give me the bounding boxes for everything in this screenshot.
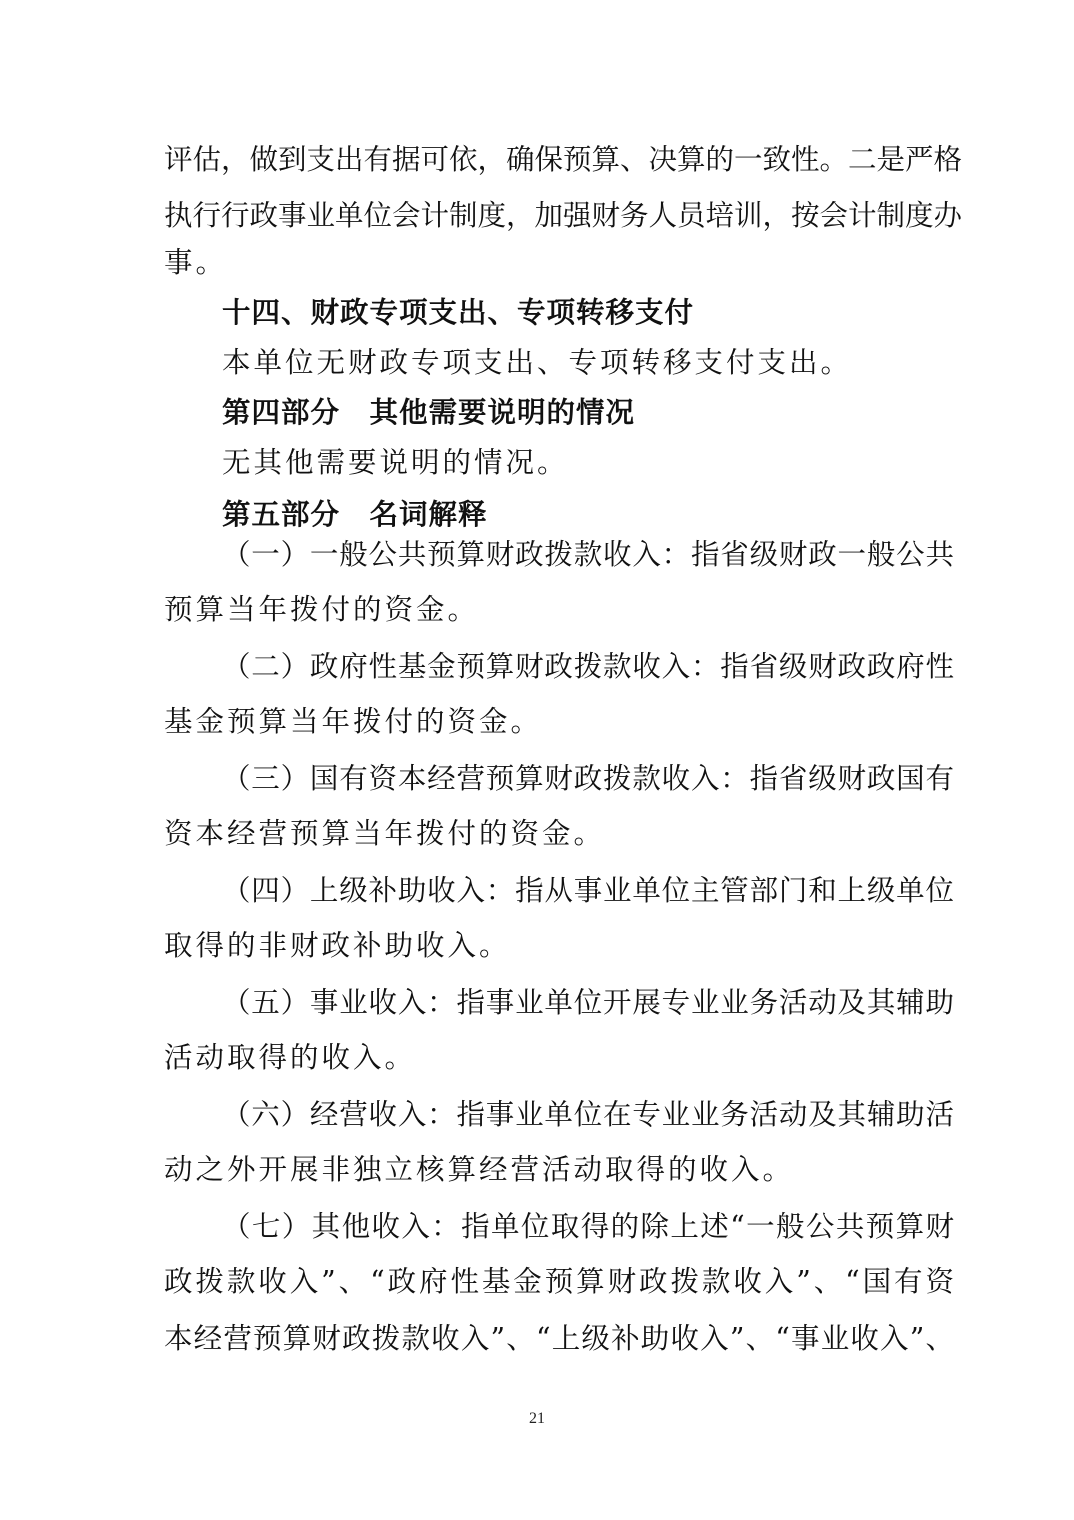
definition-line: 基金预算当年拨付的资金。 [164, 705, 543, 738]
paragraph-line: 评估，做到支出有据可依，确保预算、决算的一致性。二是严格 [164, 143, 963, 176]
paragraph-line: 执行行政事业单位会计制度，加强财务人员培训，按会计制度办 [164, 199, 963, 232]
definition-line: （二）政府性基金预算财政拨款收入：指省级财政政府性 [222, 650, 954, 683]
definition-line: 动之外开展非独立核算经营活动取得的收入。 [164, 1153, 795, 1186]
definition-line: （一）一般公共预算财政拨款收入：指省级财政一般公共 [222, 538, 954, 571]
section-heading-14: 十四、财政专项支出、专项转移支付 [222, 296, 695, 329]
definition-line: 预算当年拨付的资金。 [164, 593, 480, 626]
definition-line: 资本经营预算当年拨付的资金。 [164, 817, 606, 850]
definition-line: （三）国有资本经营预算财政拨款收入：指省级财政国有 [222, 762, 954, 795]
paragraph-line: 无其他需要说明的情况。 [222, 446, 569, 479]
definition-line: 取得的非财政补助收入。 [164, 929, 511, 962]
page-number: 21 [529, 1410, 545, 1427]
definition-line: （六）经营收入：指事业单位在专业业务活动及其辅助活 [222, 1098, 954, 1131]
definition-line: （五）事业收入：指事业单位开展专业业务活动及其辅助 [222, 986, 954, 1019]
definition-line: 活动取得的收入。 [164, 1041, 417, 1074]
definition-line: 本经营预算财政拨款收入”、“上级补助收入”、“事业收入”、 [164, 1322, 954, 1355]
paragraph-line: 事。 [164, 246, 228, 279]
definition-line: （四）上级补助收入：指从事业单位主管部门和上级单位 [222, 874, 954, 907]
part-four-heading: 第四部分 其他需要说明的情况 [222, 396, 636, 429]
paragraph-line: 本单位无财政专项支出、专项转移支付支出。 [222, 346, 853, 379]
part-five-heading: 第五部分 名词解释 [222, 498, 488, 531]
definition-line: 政拨款收入”、“政府性基金预算财政拨款收入”、“国有资 [164, 1265, 954, 1298]
definition-line: （七）其他收入：指单位取得的除上述“一般公共预算财 [222, 1210, 954, 1243]
